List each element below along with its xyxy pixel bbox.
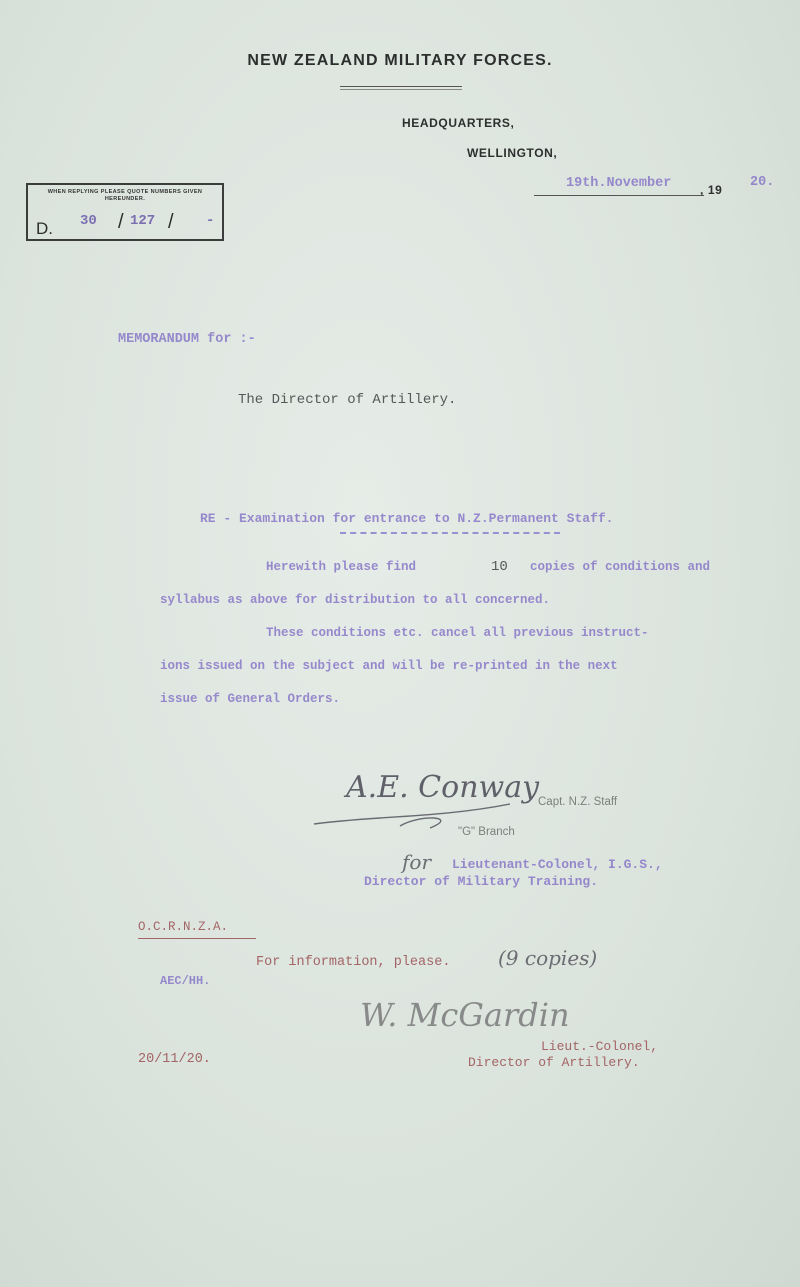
minute-initials: AEC/HH. — [160, 974, 211, 988]
headquarters-label: HEADQUARTERS, — [402, 116, 515, 130]
minute-date: 20/11/20. — [138, 1052, 211, 1067]
minute-handwritten-note: (9 copies) — [498, 946, 598, 970]
date-rule — [534, 195, 704, 196]
minute-signature: W. McGardin — [360, 996, 570, 1034]
signature-for-mark: for — [402, 850, 432, 874]
reference-number-2: 127 — [130, 213, 156, 229]
date-century: , 19 — [700, 183, 723, 197]
reference-slash-1: / — [118, 211, 124, 233]
reference-number-3: - — [206, 213, 215, 229]
signature-rank-suffix: Capt. N.Z. Staff — [538, 796, 618, 808]
minute-text: For information, please. — [256, 955, 451, 970]
memorandum-subject: RE - Examination for entrance to N.Z.Permanent Staff. — [200, 511, 614, 526]
subject-underline — [340, 532, 560, 534]
minute-recipient: O.C.R.N.Z.A. — [138, 920, 229, 934]
memorandum-heading: MEMORANDUM for :- — [118, 332, 256, 347]
reference-number-1: 30 — [80, 213, 97, 229]
signature-title: Director of Military Training. — [364, 874, 599, 889]
signature-rank: Lieutenant-Colonel, I.G.S., — [452, 857, 663, 872]
paragraph1-count: 10 — [491, 559, 508, 575]
minute-title: Director of Artillery. — [468, 1055, 640, 1070]
date-day-month: 19th.November — [566, 176, 672, 191]
minute-recipient-underline — [138, 938, 256, 939]
date-year: 20. — [750, 175, 775, 190]
title-underline — [340, 86, 462, 87]
letterhead-title: NEW ZEALAND MILITARY FORCES. — [247, 52, 553, 69]
reference-prefix: D. — [36, 219, 53, 238]
memorandum-addressee: The Director of Artillery. — [238, 392, 457, 408]
reference-box — [26, 183, 224, 241]
signature-branch: "G" Branch — [458, 826, 515, 838]
paragraph1-line1-a: Herewith please find — [266, 560, 417, 574]
reference-note: WHEN REPLYING PLEASE QUOTE NUMBERS GIVEN HEREUNDER. — [47, 189, 203, 202]
reference-slash-2: / — [168, 211, 174, 233]
title-underline-second — [340, 89, 462, 90]
paragraph2-line3: issue of General Orders. — [160, 692, 341, 706]
paragraph1-line1-b: copies of conditions and — [530, 560, 711, 574]
paragraph2-line2: ions issued on the subject and will be re-printed in the next — [160, 659, 618, 673]
minute-rank: Lieut.-Colonel, — [541, 1039, 659, 1054]
signature-conway: A.E. Conway — [346, 770, 540, 805]
paragraph1-line2: syllabus as above for distribution to all concerned. — [160, 593, 551, 607]
city-label: WELLINGTON, — [467, 146, 558, 160]
paragraph2-line1: These conditions etc. cancel all previous instruct- — [266, 626, 649, 640]
